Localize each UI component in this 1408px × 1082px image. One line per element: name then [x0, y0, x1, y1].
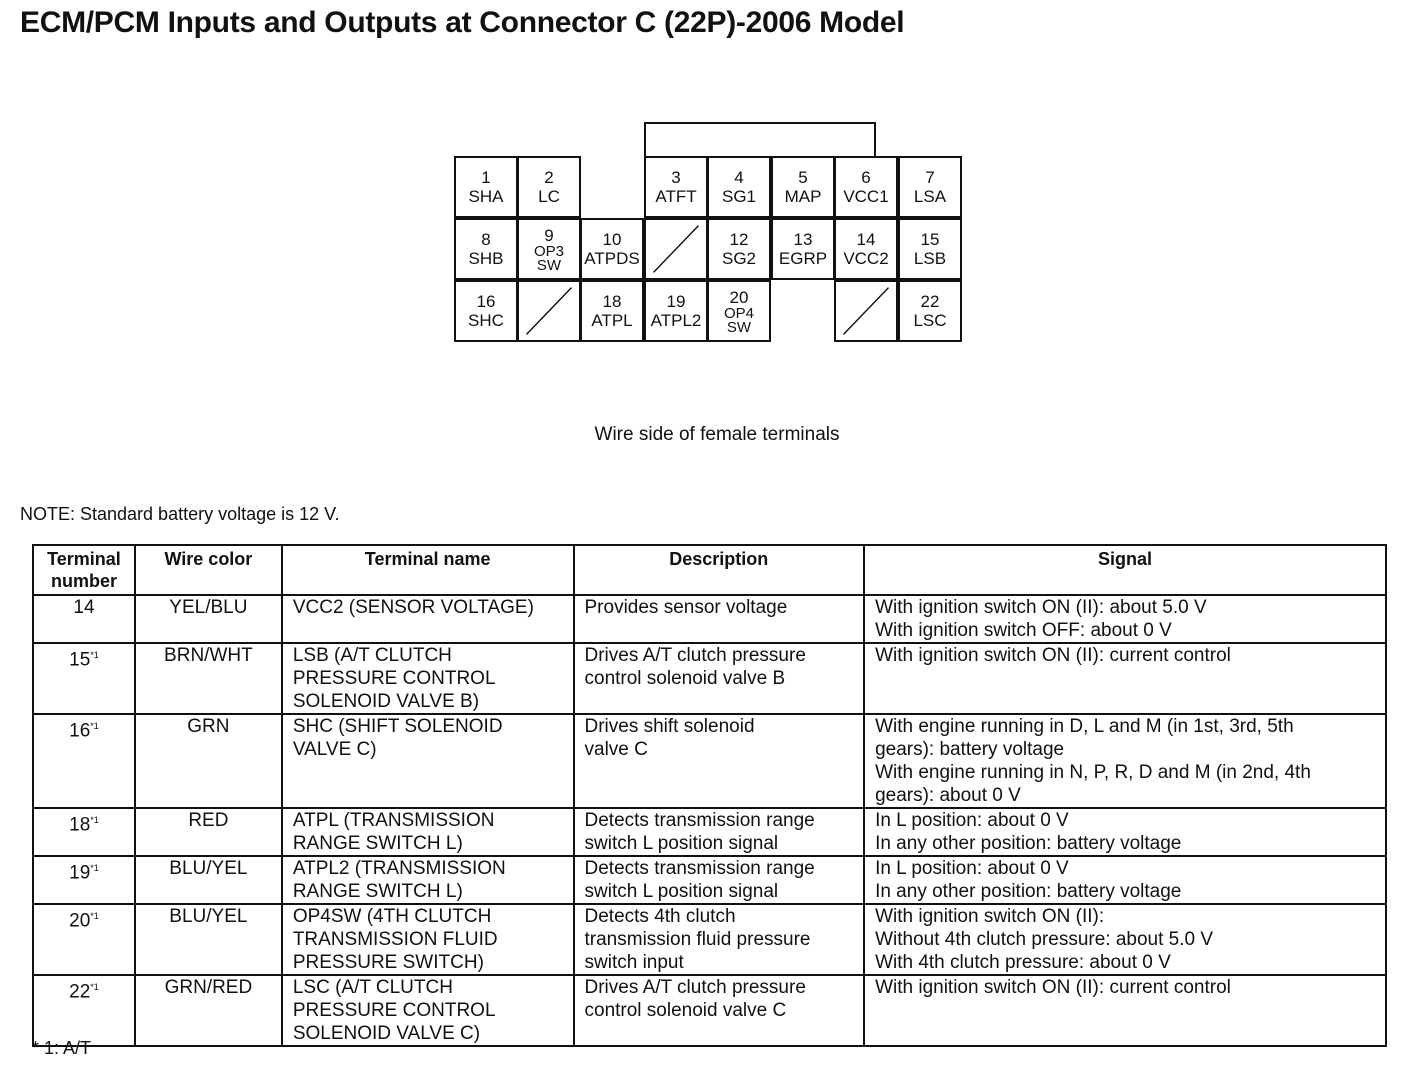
terminal-label: ATFT [655, 187, 697, 206]
terminal-22 [898, 280, 962, 342]
description-cell-line: valve C [584, 739, 648, 760]
terminal-name-cell-line: SHC (SHIFT SOLENOID [292, 716, 503, 737]
footnote-mark: *1 [90, 863, 99, 873]
wire-color-cell: YEL/BLU [135, 595, 282, 643]
signal-cell-line: In any other position: battery voltage [875, 833, 1182, 854]
header-description: Description [574, 545, 865, 595]
terminal-number: 14 [856, 230, 876, 249]
terminal-19 [644, 280, 708, 342]
header-signal: Signal [864, 545, 1386, 595]
signal-cell-line: With 4th clutch pressure: about 0 V [875, 952, 1171, 973]
signal-cell-line: With engine running in D, L and M (in 1st, 3rd, 5th [875, 716, 1294, 737]
terminal-label: OP3 SW [533, 242, 564, 274]
signal-cell-line: With ignition switch ON (II): current control [875, 977, 1231, 998]
table-row [33, 856, 1386, 904]
terminal-4 [707, 156, 771, 218]
signal-cell-line: Without 4th clutch pressure: about 5.0 V [875, 929, 1214, 950]
unused-terminal [517, 280, 581, 342]
terminal-13 [771, 218, 835, 280]
footnote-mark: *1 [90, 721, 99, 731]
battery-note: NOTE: Standard battery voltage is 12 V. [20, 504, 340, 524]
description-cell-line: switch L position signal [584, 833, 779, 854]
terminal-number-cell [33, 643, 135, 714]
terminal-20 [707, 280, 771, 342]
terminal-name-cell-line: RANGE SWITCH L) [292, 833, 463, 854]
terminal-number: 2 [544, 168, 554, 187]
description-cell [574, 904, 865, 975]
description-cell-line: Drives A/T clutch pressure [584, 645, 806, 666]
terminal-16 [454, 280, 518, 342]
terminal-number: 22 [920, 292, 940, 311]
terminal-label: LSA [913, 187, 947, 206]
terminal-name-cell-line: SOLENOID VALVE B) [292, 691, 480, 712]
unused-terminal [834, 280, 898, 342]
wire-color-cell: GRN [135, 714, 282, 808]
table-row [33, 643, 1386, 714]
signal-cell [864, 714, 1386, 808]
terminal-10 [580, 218, 644, 280]
terminal-name-cell [282, 808, 574, 856]
header-terminal-name: Terminal name [282, 545, 574, 595]
signal-cell-line: With engine running in N, P, R, D and M (in 2nd, 4th [875, 762, 1311, 783]
terminal-9 [517, 218, 581, 280]
terminal-name-cell-line: LSB (A/T CLUTCH [292, 645, 452, 666]
terminal-number: 19 [69, 862, 91, 884]
terminal-name-cell-line: PRESSURE CONTROL [292, 1000, 496, 1021]
terminal-number: 5 [798, 168, 808, 187]
signal-cell-line: With ignition switch OFF: about 0 V [875, 620, 1172, 641]
terminal-number: 22 [69, 981, 91, 1003]
terminal-number: 7 [925, 168, 935, 187]
terminal-name-cell-line: VALVE C) [292, 739, 377, 760]
description-cell-line: Detects 4th clutch [584, 906, 736, 927]
terminal-name-cell-line: VCC2 (SENSOR VOLTAGE) [292, 597, 534, 618]
signal-cell-line: With ignition switch ON (II): about 5.0 V [875, 597, 1207, 618]
terminal-name-cell-line: OP4SW (4TH CLUTCH [292, 906, 492, 927]
terminal-number: 1 [481, 168, 491, 187]
terminal-label: OP4 SW [723, 304, 754, 336]
terminal-label: EGRP [778, 249, 828, 268]
connector-diagram [454, 122, 964, 346]
table-row [33, 714, 1386, 808]
terminal-name-cell-line: LSC (A/T CLUTCH [292, 977, 453, 998]
terminal-label: MAP [784, 187, 822, 206]
description-cell-line: transmission fluid pressure [584, 929, 811, 950]
description-cell-line: Drives shift solenoid [584, 716, 755, 737]
terminal-name-cell-line: PRESSURE CONTROL [292, 668, 496, 689]
terminal-label: SG1 [721, 187, 757, 206]
terminal-5 [771, 156, 835, 218]
terminal-number: 16 [69, 720, 91, 742]
signal-cell [864, 808, 1386, 856]
io-table [32, 544, 1387, 1047]
terminal-2 [517, 156, 581, 218]
wire-color-cell: BLU/YEL [135, 904, 282, 975]
description-cell-line: switch L position signal [584, 881, 779, 902]
terminal-name-cell-line: TRANSMISSION FLUID [292, 929, 498, 950]
description-cell [574, 975, 865, 1046]
terminal-label: VCC1 [843, 187, 889, 206]
terminal-3 [644, 156, 708, 218]
connector-caption: Wire side of female terminals [594, 424, 840, 445]
signal-cell-line: With ignition switch ON (II): [875, 906, 1105, 927]
description-cell [574, 714, 865, 808]
description-cell-line: Drives A/T clutch pressure [584, 977, 806, 998]
terminal-name-cell [282, 904, 574, 975]
table-row [33, 595, 1386, 643]
footnote: * 1: A/T [32, 1038, 92, 1058]
table-header-row [33, 545, 1386, 595]
terminal-number-cell [33, 808, 135, 856]
terminal-name-cell-line: PRESSURE SWITCH) [292, 952, 484, 973]
signal-cell-line: gears): about 0 V [875, 785, 1021, 806]
terminal-label: SHC [468, 311, 504, 330]
signal-cell-line: In L position: about 0 V [875, 810, 1069, 831]
terminal-1 [454, 156, 518, 218]
terminal-number: 20 [69, 910, 91, 932]
terminal-name-cell-line: ATPL2 (TRANSMISSION [292, 858, 506, 879]
signal-cell-line: gears): battery voltage [875, 739, 1065, 760]
terminal-number: 4 [734, 168, 744, 187]
terminal-number: 9 [544, 225, 554, 245]
header-terminal-number: Terminal number [33, 545, 135, 595]
terminal-14 [834, 218, 898, 280]
terminal-label: SG2 [721, 249, 757, 268]
description-cell [574, 595, 865, 643]
table-row [33, 808, 1386, 856]
terminal-number: 20 [729, 287, 749, 307]
signal-cell [864, 595, 1386, 643]
footnote-mark: *1 [90, 911, 99, 921]
table-row [33, 904, 1386, 975]
terminal-name-cell [282, 975, 574, 1046]
terminal-name-cell-line: RANGE SWITCH L) [292, 881, 463, 902]
terminal-name-cell [282, 643, 574, 714]
terminal-label: LC [538, 187, 560, 206]
description-cell-line: Detects transmission range [584, 810, 815, 831]
terminal-label: SHB [468, 249, 504, 268]
terminal-18 [580, 280, 644, 342]
description-cell-line: Detects transmission range [584, 858, 815, 879]
terminal-number: 8 [481, 230, 491, 249]
connector-lock-tab [644, 122, 876, 158]
terminal-number: 18 [602, 292, 622, 311]
terminal-number-cell [33, 595, 135, 643]
description-cell-line: switch input [584, 952, 684, 973]
terminal-label: ATPDS [584, 249, 640, 268]
terminal-number: 18 [69, 814, 91, 836]
terminal-number: 14 [73, 597, 95, 618]
terminal-label: ATPL2 [650, 311, 702, 330]
signal-cell [864, 856, 1386, 904]
terminal-number-cell [33, 975, 135, 1046]
terminal-number-cell [33, 714, 135, 808]
wire-color-cell: RED [135, 808, 282, 856]
signal-cell [864, 904, 1386, 975]
terminal-number: 19 [666, 292, 686, 311]
footnote-mark: *1 [90, 982, 99, 992]
table-row [33, 975, 1386, 1046]
wire-color-cell: BRN/WHT [135, 643, 282, 714]
terminal-label: ATPL [591, 311, 633, 330]
description-cell [574, 643, 865, 714]
signal-cell-line: In any other position: battery voltage [875, 881, 1182, 902]
terminal-8 [454, 218, 518, 280]
footnote-mark: *1 [90, 815, 99, 825]
description-cell-line: Provides sensor voltage [584, 597, 788, 618]
wire-color-cell: BLU/YEL [135, 856, 282, 904]
footnote-mark: *1 [90, 650, 99, 660]
description-cell [574, 808, 865, 856]
wire-color-cell: GRN/RED [135, 975, 282, 1046]
terminal-7 [898, 156, 962, 218]
description-cell-line: control solenoid valve C [584, 1000, 787, 1021]
terminal-label: VCC2 [843, 249, 889, 268]
terminal-number: 3 [671, 168, 681, 187]
signal-cell [864, 643, 1386, 714]
terminal-name-cell-line: ATPL (TRANSMISSION [292, 810, 495, 831]
terminal-number: 16 [476, 292, 496, 311]
page-title: ECM/PCM Inputs and Outputs at Connector C (22P)-2006 Model [20, 6, 905, 39]
terminal-name-cell [282, 595, 574, 643]
terminal-number: 15 [920, 230, 940, 249]
terminal-number: 13 [793, 230, 813, 249]
description-cell [574, 856, 865, 904]
terminal-15 [898, 218, 962, 280]
unused-terminal [644, 218, 708, 280]
terminal-label: SHA [468, 187, 504, 206]
terminal-12 [707, 218, 771, 280]
signal-cell-line: With ignition switch ON (II): current control [875, 645, 1231, 666]
terminal-name-cell [282, 856, 574, 904]
terminal-number-cell [33, 856, 135, 904]
terminal-label: LSC [913, 311, 947, 330]
terminal-name-cell-line: SOLENOID VALVE C) [292, 1023, 481, 1044]
header-wire-color: Wire color [135, 545, 282, 595]
signal-cell-line: In L position: about 0 V [875, 858, 1069, 879]
terminal-number-cell [33, 904, 135, 975]
description-cell-line: control solenoid valve B [584, 668, 786, 689]
terminal-number: 10 [602, 230, 622, 249]
terminal-name-cell [282, 714, 574, 808]
terminal-number: 12 [729, 230, 749, 249]
terminal-label: LSB [913, 249, 947, 268]
terminal-number: 15 [69, 649, 91, 671]
terminal-6 [834, 156, 898, 218]
signal-cell [864, 975, 1386, 1046]
terminal-number: 6 [861, 168, 871, 187]
